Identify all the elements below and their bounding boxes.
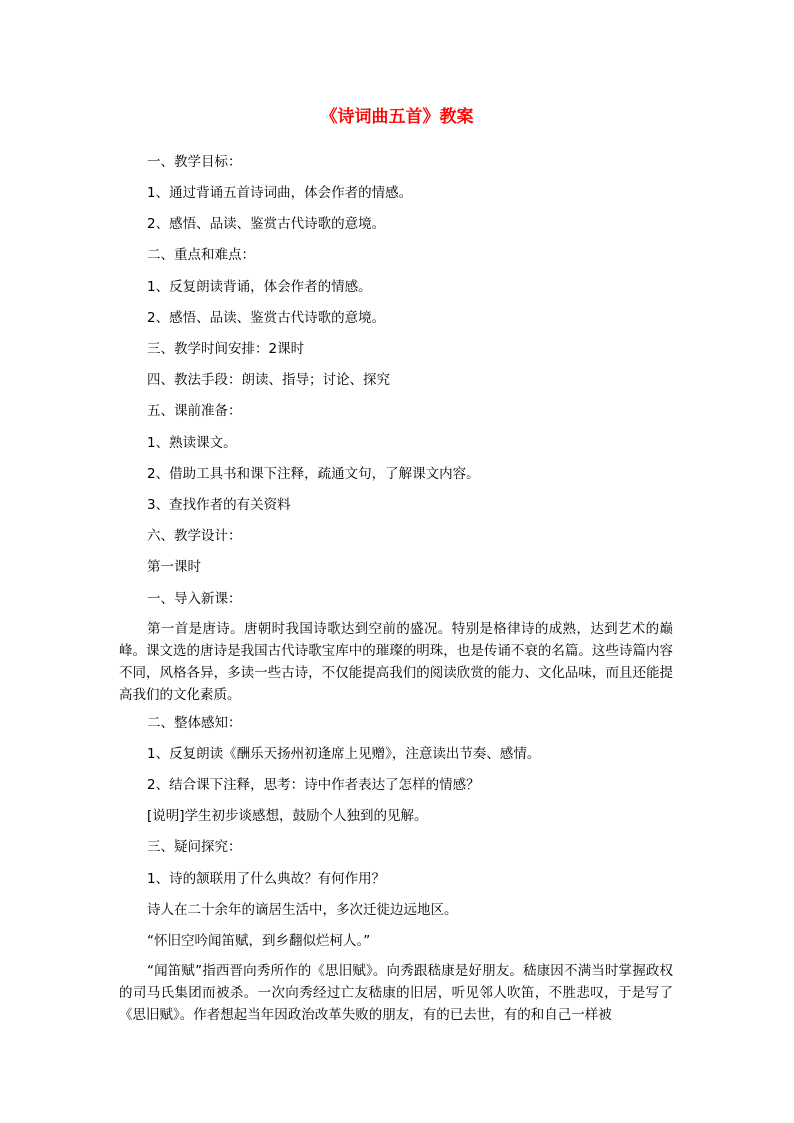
text-line: 2、感悟、品读、鉴赏古代诗歌的意境。 [147,310,386,326]
text-line: 诗人在二十余年的谪居生活中，多次迁徙边远地区。 [147,902,458,918]
section-heading-overview: 二、整体感知： [147,715,242,731]
section-heading-intro: 一、导入新课： [147,591,242,607]
intro-paragraph: 第一首是唐诗。唐朝时我国诗歌达到空前的盛况。特别是格律诗的成熟，达到艺术的巅峰。课文选的唐诗是我国古代诗歌宝库中的璀璨的明珠，也是传诵不衰的名篇。这些诗篇内容不同，风格各异，多读一些古诗，不仅能提高我们的阅读欣赏的能力、文化品味，而且还能提高我们的文化素质。 [119,621,673,703]
section-heading-methods: 四、教法手段：朗读、指导；讨论、探究 [147,372,390,388]
lesson-heading: 第一课时 [147,559,201,575]
document-title: 《诗词曲五首》教案 [320,107,474,127]
section-heading-inquiry: 三、疑问探究： [147,839,242,855]
text-line: 1、反复朗读《酬乐天扬州初逢席上见赠》，注意读出节奏、感情。 [147,746,541,762]
text-line: 1、通过背诵五首诗词曲，体会作者的情感。 [147,185,413,201]
section-heading-key-points: 二、重点和难点： [147,247,255,263]
quote-line: “怀旧空吟闻笛赋，到乡翻似烂柯人。” [147,933,371,949]
section-heading-schedule: 三、教学时间安排：2课时 [147,341,305,357]
question-line: 1、诗的颔联用了什么典故？有何作用？ [147,871,386,887]
note-line: [说明]学生初步谈感想，鼓励个人独到的见解。 [147,808,428,824]
text-line: 2、借助工具书和课下注释，疏通文句，了解课文内容。 [147,466,480,482]
section-heading-goals: 一、教学目标： [147,154,242,170]
final-paragraph: “闻笛赋”指西晋向秀所作的《思旧赋》。向秀跟嵇康是好朋友。嵇康因不满当时掌握政权的司马氏集团而被杀。一次向秀经过亡友嵇康的旧居，听见邻人吹笛，不胜悲叹，于是写了《思旧赋》。作者想起当年因政治改革失败的朋友，有的已去世，有的和自己一样被 [119,963,673,1023]
text-line: 2、感悟、品读、鉴赏古代诗歌的意境。 [147,216,386,232]
text-line: 1、反复朗读背诵，体会作者的情感。 [147,279,372,295]
text-line: 1、熟读课文。 [147,435,237,451]
section-heading-design: 六、教学设计： [147,528,242,544]
text-line: 3、查找作者的有关资料 [147,497,291,513]
section-heading-preparation: 五、课前准备： [147,403,242,419]
text-line: 2、结合课下注释，思考：诗中作者表达了怎样的情感？ [147,777,480,793]
